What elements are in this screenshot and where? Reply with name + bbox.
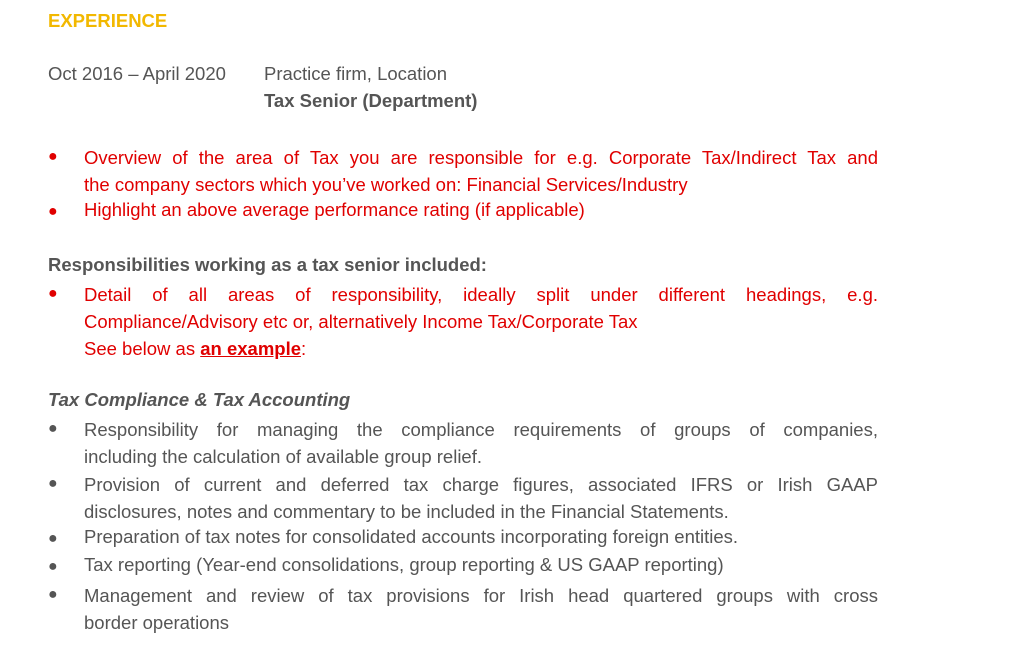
see-below-suffix: : (301, 338, 307, 359)
compliance-bullet-text (84, 471, 878, 525)
job-dates: Oct 2016 – April 2020 (48, 63, 226, 84)
guidance-line: Overview of the area of Tax you are responsible for e.g. Corporate Tax/Indirect Tax and (84, 147, 878, 168)
bullet-marker: ● (48, 530, 58, 547)
detail-line: Compliance/Advisory etc or, alternatively Income Tax/Corporate Tax (84, 311, 638, 332)
compliance-bullet-text (84, 416, 878, 470)
compliance-line: border operations (84, 612, 230, 633)
responsibilities-detail (84, 281, 878, 362)
compliance-bullet-text (84, 582, 878, 636)
bullet-marker: ● (48, 148, 58, 165)
compliance-bullet-text: Preparation of tax notes for consolidated accounts incorporating foreign entities. (84, 526, 739, 547)
detail-line: Detail of all areas of responsibility, ideally split under different headings, e.g. (84, 284, 878, 305)
compliance-heading: Tax Compliance & Tax Accounting (48, 389, 351, 410)
bullet-marker: ● (48, 420, 58, 437)
bullet-marker: ● (48, 203, 58, 220)
compliance-line: including the calculation of available group relief. (84, 446, 483, 467)
compliance-bullet-text: Tax reporting (Year-end consolidations, group reporting & US GAAP reporting) (84, 554, 724, 575)
bullet-marker: ● (48, 586, 58, 603)
responsibilities-heading: Responsibilities working as a tax senior included: (48, 254, 487, 275)
compliance-line: Provision of current and deferred tax charge figures, associated IFRS or Irish GAAP (84, 474, 878, 495)
job-title: Tax Senior (Department) (264, 90, 478, 111)
see-below-line (84, 335, 878, 362)
compliance-line: Responsibility for managing the compliance requirements of groups of companies, (84, 419, 878, 440)
compliance-line: disclosures, notes and commentary to be included in the Financial Statements. (84, 501, 729, 522)
section-heading: EXPERIENCE (48, 10, 168, 31)
guidance-line: the company sectors which you’ve worked on: Financial Services/Industry (84, 174, 688, 195)
example-link[interactable]: an example (200, 338, 301, 359)
compliance-line: Management and review of tax provisions for Irish head quartered groups with cross (84, 585, 878, 606)
guidance-bullet-text (84, 144, 878, 198)
see-below-prefix: See below as (84, 338, 201, 359)
bullet-marker: ● (48, 558, 58, 575)
guidance-bullet-text: Highlight an above average performance rating (if applicable) (84, 199, 585, 220)
bullet-marker: ● (48, 285, 58, 302)
bullet-marker: ● (48, 475, 58, 492)
job-employer: Practice firm, Location (264, 63, 448, 84)
